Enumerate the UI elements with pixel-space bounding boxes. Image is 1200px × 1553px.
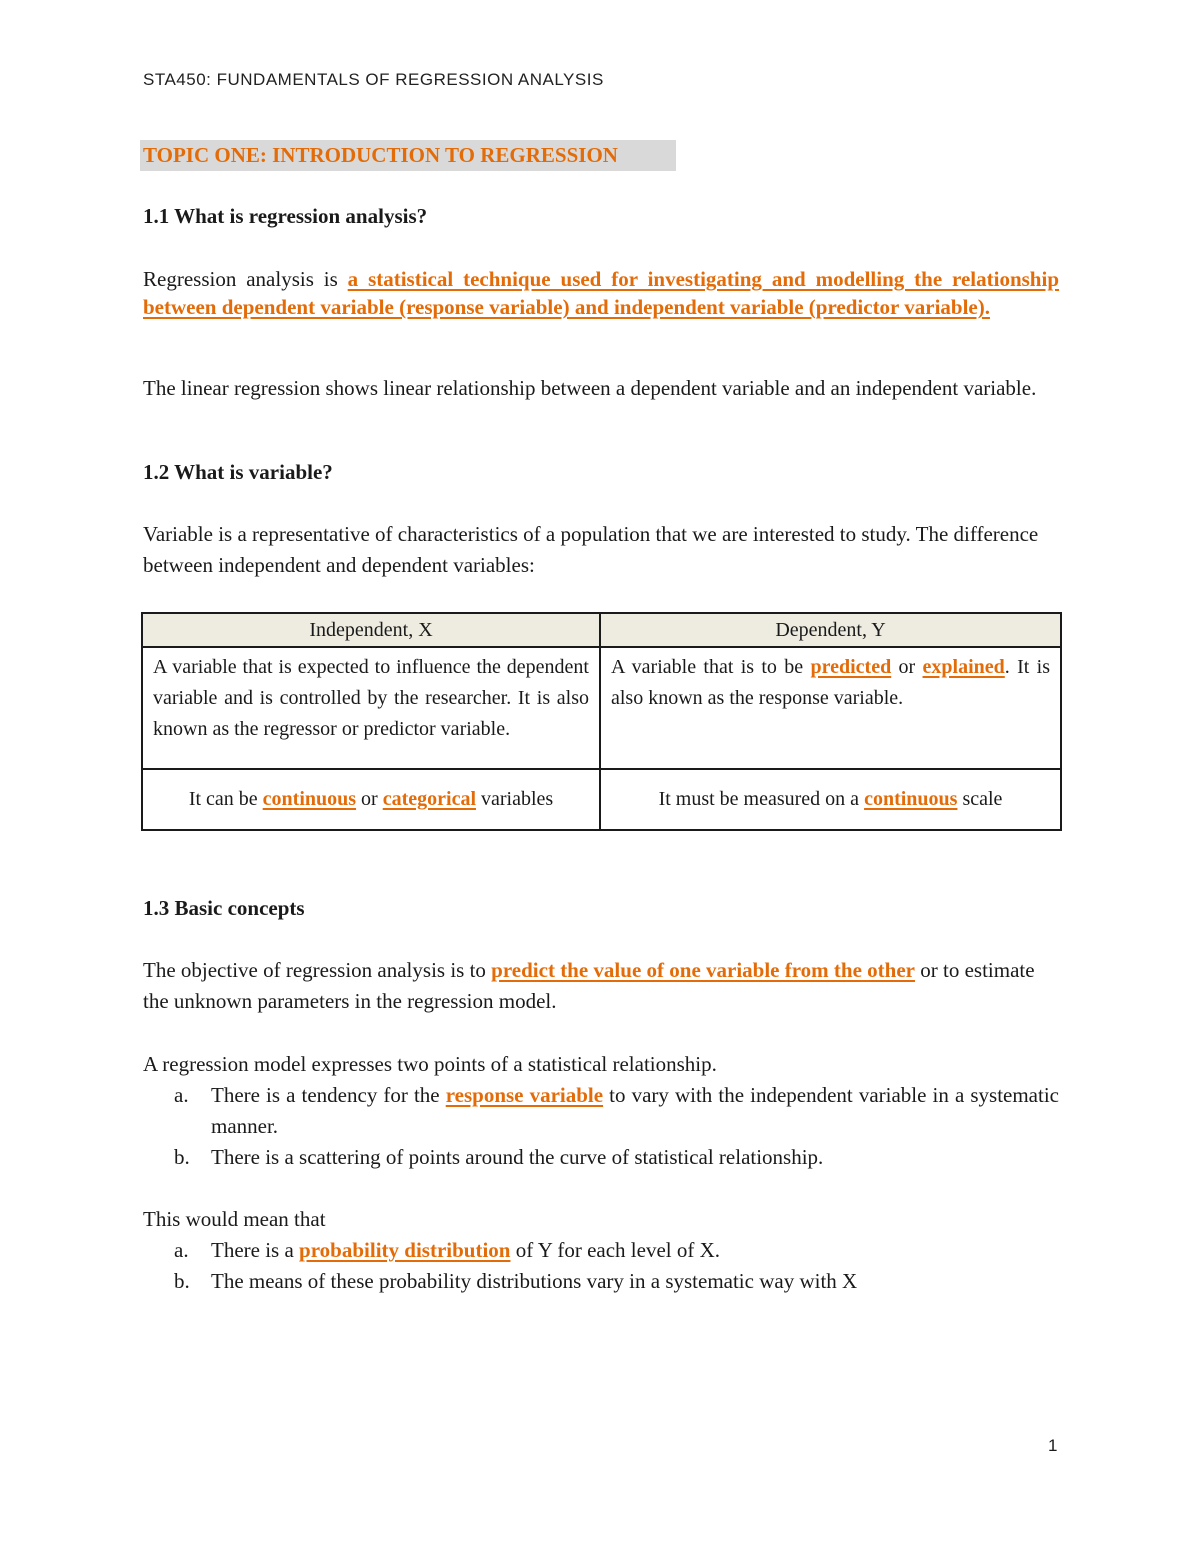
dependent-description <box>600 647 1061 769</box>
objective-highlight: predict the value of one variable from the other <box>491 958 915 982</box>
dependent-desc-text: . It is also known as the response variable. <box>611 656 1050 709</box>
dependent-desc-text: A variable that is to be <box>611 656 811 678</box>
variables-table <box>141 612 1062 831</box>
highlight-continuous: continuous <box>864 788 958 810</box>
meaning-text: There is a <box>211 1238 300 1262</box>
list-item <box>174 1142 1059 1173</box>
section-heading-1-2: 1.2 What is variable? <box>143 460 333 484</box>
model-intro: A regression model expresses two points of a statistical relationship. <box>143 1052 717 1076</box>
note-text: It must be measured on a <box>658 788 865 810</box>
model-points-list <box>174 1080 1059 1173</box>
topic-title: TOPIC ONE: INTRODUCTION TO REGRESSION <box>140 140 676 171</box>
objective-suffix: or to estimate the unknown parameters in the regression model. <box>143 958 1035 1013</box>
highlight-categorical: categorical <box>382 788 476 810</box>
list-item-text: The means of these probability distributions vary in a systematic way with X <box>211 1269 858 1293</box>
independent-header: Independent, X <box>142 613 600 647</box>
highlight-predicted: predicted <box>810 656 892 678</box>
point-text: There is a tendency for the <box>211 1083 446 1107</box>
dependent-desc-text: or <box>891 656 923 678</box>
list-item <box>174 1235 1059 1266</box>
dependent-note <box>600 769 1061 830</box>
independent-description: A variable that is expected to influence the dependent variable and is controlled by the researcher. It is also known as the regressor or predictor variable. <box>142 647 600 769</box>
running-header: STA450: FUNDAMENTALS OF REGRESSION ANALYSIS <box>143 70 604 89</box>
definition-prefix: Regression analysis is <box>143 267 348 291</box>
note-text: scale <box>957 788 1003 810</box>
table-row <box>142 647 1061 769</box>
note-text: It can be <box>188 788 263 810</box>
objective-prefix: The objective of regression analysis is to <box>143 958 492 982</box>
table-row <box>142 769 1061 830</box>
section-heading-1-3: 1.3 Basic concepts <box>143 896 305 920</box>
meaning-intro: This would mean that <box>143 1207 326 1231</box>
list-item-text <box>211 1235 1059 1266</box>
list-item-text: There is a scattering of points around the curve of statistical relationship. <box>211 1145 824 1169</box>
list-marker: b. <box>174 1269 190 1293</box>
definition-highlight: a statistical technique used for investigating and modelling the relationship between dependent variable (response variable) and independent variable (predictor variable). <box>143 267 1060 319</box>
highlight-continuous: continuous <box>262 788 357 810</box>
variable-intro: Variable is a representative of characteristics of a population that we are interested to study. The difference between independent and dependent variables: <box>143 522 1039 577</box>
objective-text <box>143 955 1059 1017</box>
highlight-response-variable: response variable <box>445 1083 604 1107</box>
regression-definition <box>143 265 1059 321</box>
list-item <box>174 1266 1059 1297</box>
list-marker: a. <box>174 1083 189 1107</box>
page-number: 1 <box>1048 1436 1058 1455</box>
list-marker: a. <box>174 1238 189 1262</box>
meaning-text: of Y for each level of X. <box>510 1238 721 1262</box>
meanings-list <box>174 1235 1059 1297</box>
list-marker: b. <box>174 1145 190 1169</box>
section-heading-1-1: 1.1 What is regression analysis? <box>143 204 428 228</box>
list-item-text <box>211 1080 1059 1142</box>
list-item <box>174 1080 1059 1142</box>
highlight-explained: explained <box>922 656 1005 678</box>
table-header-row <box>142 613 1061 647</box>
note-text: variables <box>476 788 554 810</box>
independent-note <box>142 769 600 830</box>
point-text: to vary with the independent variable in a systematic manner. <box>211 1083 1059 1138</box>
dependent-header: Dependent, Y <box>600 613 1061 647</box>
linear-regression-text: The linear regression shows linear relationship between a dependent variable and an independent variable. <box>143 376 1037 400</box>
highlight-probability-distribution: probability distribution <box>299 1238 511 1262</box>
note-text: or <box>356 788 383 810</box>
